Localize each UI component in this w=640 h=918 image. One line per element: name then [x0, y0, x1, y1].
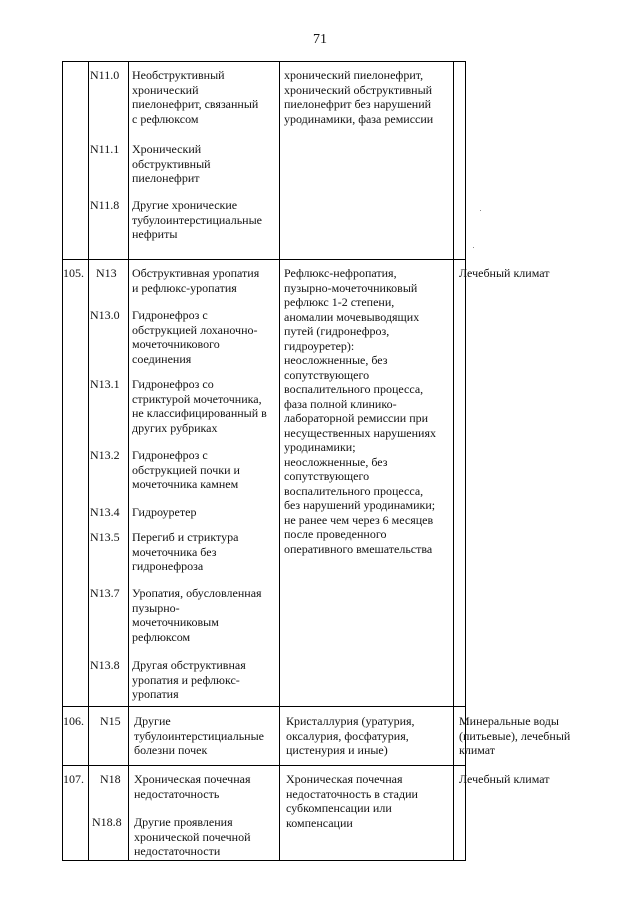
- indications: Кристаллурия (уратурия, оксалурия, фосфатурия, цистенурия и иные): [286, 714, 415, 757]
- disease-name: Гидронефроз с обструкцией лоханочно- мочеточникового соединения: [132, 308, 258, 366]
- icd-code: N11.8: [90, 198, 120, 212]
- disease-name: Другие проявления хронической почечной недостаточности: [134, 815, 251, 858]
- icd-code: N13.0: [90, 308, 120, 322]
- row-number: 106.: [63, 714, 84, 728]
- row-divider: [62, 259, 466, 260]
- scan-speck: [480, 210, 481, 211]
- icd-code: N13.8: [90, 658, 120, 672]
- indications: хронический пиелонефрит, хронический обструктивный пиелонефрит без нарушений уродинамики, фаза ремиссии: [284, 68, 434, 126]
- icd-code: N15: [100, 714, 121, 728]
- disease-name: Гидроуретер: [132, 505, 197, 519]
- disease-name: Хронический обструктивный пиелонефрит: [132, 142, 211, 185]
- icd-code: N18.8: [92, 815, 122, 829]
- disease-name: Гидронефроз со стриктурой мочеточника, не классифицированный в других рубриках: [132, 377, 267, 435]
- col-divider: [88, 61, 89, 861]
- scan-speck: [473, 247, 474, 248]
- disease-name: Перегиб и стриктура мочеточника без гидронефроза: [132, 530, 239, 573]
- disease-name: Необструктивный хронический пиелонефрит, связанный с рефлюксом: [132, 68, 259, 126]
- therapeutic-factors: Минеральные воды (питьевые), лечебный климат: [459, 714, 571, 757]
- icd-code: N13: [96, 266, 117, 280]
- col-divider: [128, 61, 129, 861]
- row-number: 105.: [63, 266, 84, 280]
- icd-code: N13.1: [90, 377, 120, 391]
- icd-code: N13.5: [90, 530, 120, 544]
- row-divider: [62, 765, 466, 766]
- therapeutic-factors: Лечебный климат: [459, 266, 550, 280]
- disease-name: Другая обструктивная уропатия и рефлюкс- уропатия: [132, 658, 246, 701]
- therapeutic-factors: Лечебный климат: [459, 772, 550, 786]
- icd-code: N13.2: [90, 448, 120, 462]
- page-number: 71: [313, 32, 327, 47]
- row-divider: [62, 706, 466, 707]
- icd-code: N11.1: [90, 142, 120, 156]
- indications: Рефлюкс-нефропатия, пузырно-мочеточниковый рефлюкс 1-2 степени, аномалии мочевыводящих путей (гидронефроз, гидроуретер): неосложненные, без сопутствующего воспалительного процесса, фаза полной клинико- лабораторной ремиссии при несущественных нарушениях уродинамики; неосложненные, без сопутствующего воспалительного процесса, без нарушений уродинамики; не ранее чем через 6 месяцев после проведенного оперативного вмешательства: [284, 266, 436, 556]
- icd-code: N13.4: [90, 505, 120, 519]
- disease-name: Гидронефроз с обструкцией почки и мочеточника камнем: [132, 448, 240, 491]
- disease-name: Обструктивная уропатия и рефлюкс-уропатия: [132, 266, 260, 295]
- icd-code: N11.0: [90, 68, 120, 82]
- table-border-left: [62, 61, 63, 861]
- disease-name: Хроническая почечная недостаточность: [134, 772, 251, 801]
- disease-name: Другие хронические тубулоинтерстициальные нефриты: [132, 198, 262, 241]
- indications: Хроническая почечная недостаточность в стадии субкомпенсации или компенсации: [286, 772, 418, 830]
- table-border-top: [62, 61, 466, 62]
- disease-name: Уропатия, обусловленная пузырно- мочеточниковым рефлюксом: [132, 586, 262, 644]
- icd-code: N13.7: [90, 586, 120, 600]
- col-divider: [453, 61, 454, 861]
- disease-name: Другие тубулоинтерстициальные болезни почек: [134, 714, 264, 757]
- icd-code: N18: [100, 772, 121, 786]
- row-number: 107.: [63, 772, 84, 786]
- table-border-bottom: [62, 860, 466, 861]
